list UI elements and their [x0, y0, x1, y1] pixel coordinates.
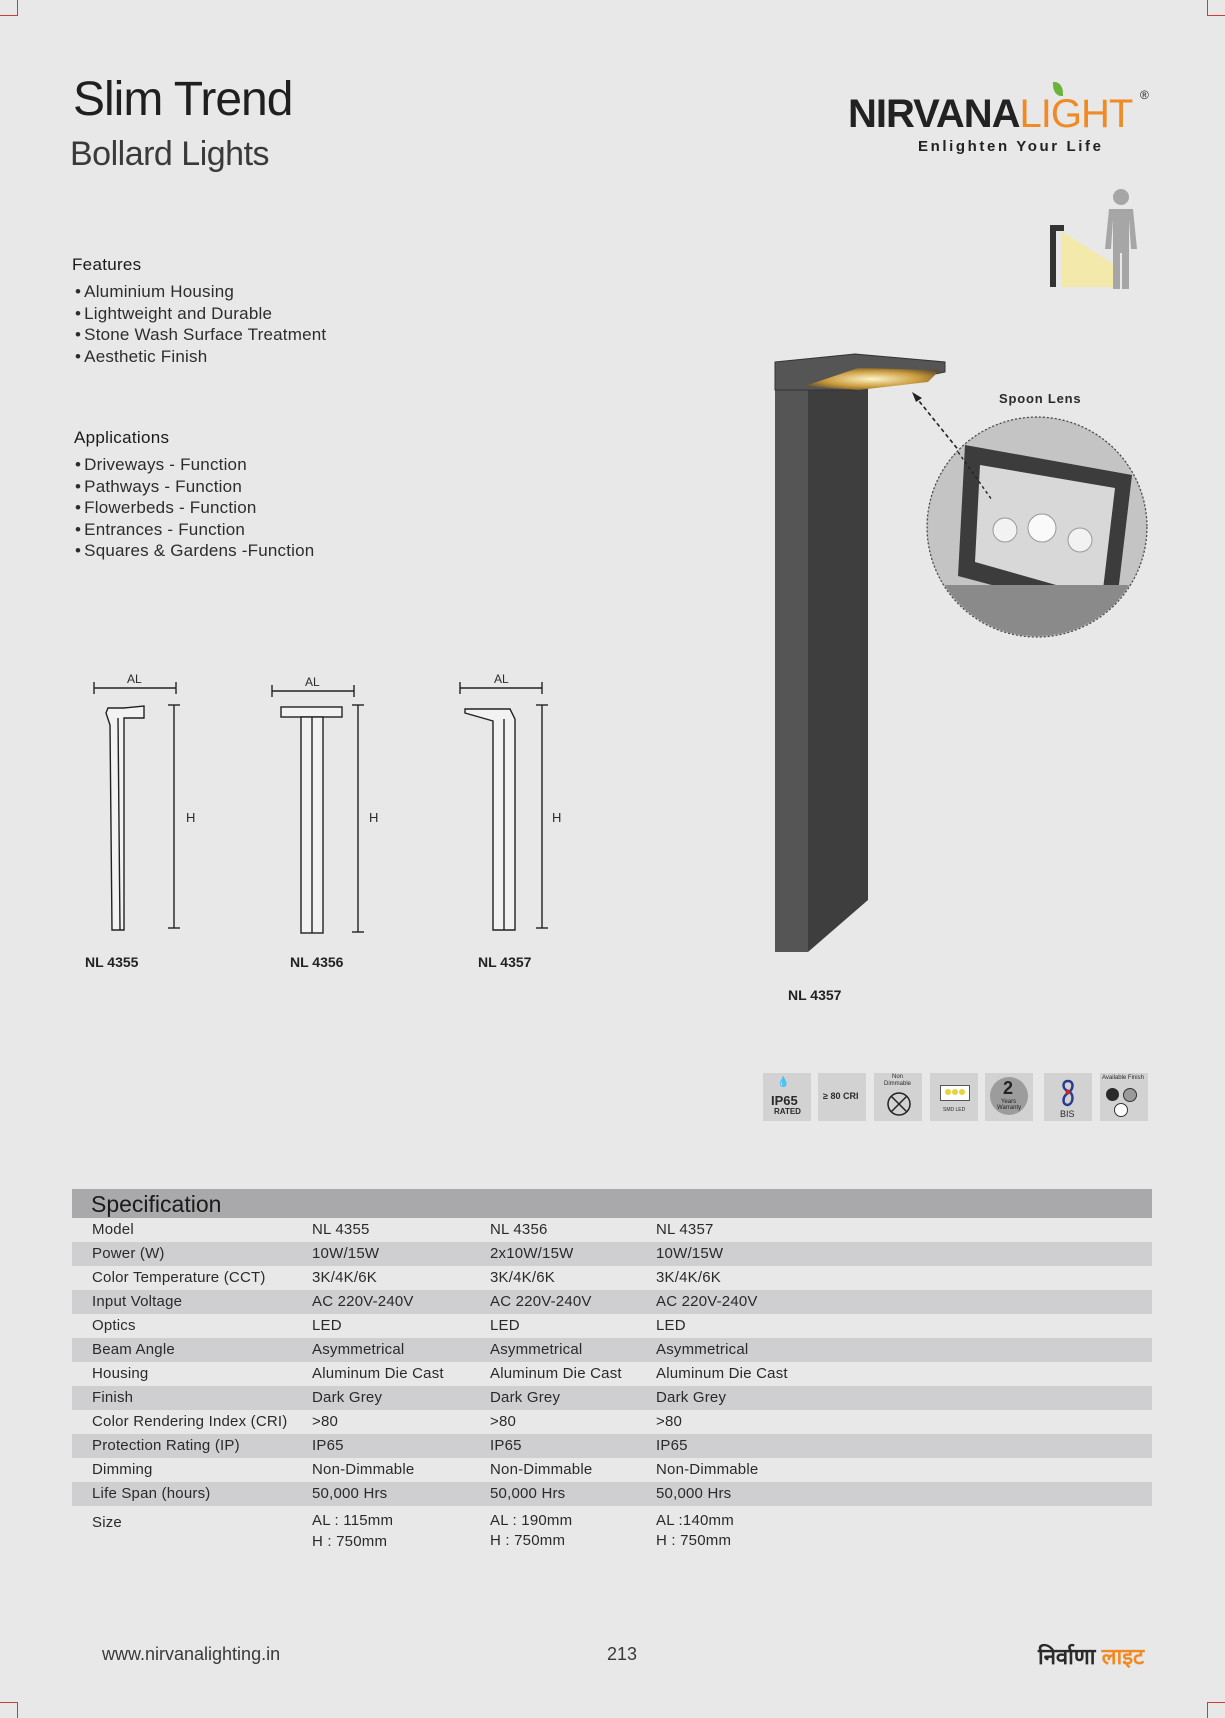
spec-value: 3K/4K/6K — [312, 1269, 377, 1286]
drawing-model-label: NL 4355 — [85, 954, 139, 970]
cri-badge — [818, 1073, 866, 1121]
dimming-label: Non — [892, 1074, 904, 1080]
applications-heading: Applications — [74, 428, 170, 447]
crop-mark — [17, 0, 18, 16]
non-dimmable-badge — [874, 1073, 922, 1121]
beam-illustration-icon — [1045, 185, 1145, 291]
spec-value: Dark Grey — [656, 1389, 727, 1406]
product-model-label: NL 4357 — [788, 987, 842, 1003]
ip65-sub-label: RATED — [774, 1107, 801, 1116]
spec-value: Asymmetrical — [312, 1341, 405, 1358]
spec-value: 3K/4K/6K — [656, 1269, 721, 1286]
spec-value: Dark Grey — [490, 1389, 561, 1406]
spec-value: Dark Grey — [312, 1389, 383, 1406]
spec-value: H : 750mm — [656, 1532, 732, 1549]
footer-website-link[interactable]: www.nirvanalighting.in — [102, 1644, 281, 1664]
spec-value: H : 750mm — [312, 1533, 388, 1550]
dim-label-h: H — [552, 810, 562, 825]
registered-mark: ® — [1140, 88, 1149, 102]
spec-value: 10W/15W — [312, 1245, 380, 1262]
table-row — [72, 1410, 1152, 1434]
applications-list — [75, 454, 314, 562]
table-row — [72, 1386, 1152, 1410]
dim-label-al: AL — [494, 672, 509, 686]
table-row — [72, 1362, 1152, 1386]
spec-value: IP65 — [656, 1437, 688, 1454]
spec-title: Specification — [91, 1191, 222, 1217]
page-subtitle: Bollard Lights — [70, 135, 270, 173]
finish-dark-swatch — [1106, 1088, 1119, 1101]
table-row — [72, 1434, 1152, 1458]
spec-value: 50,000 Hrs — [312, 1485, 388, 1502]
crop-mark — [1207, 1702, 1225, 1703]
spec-value: AL :140mm — [656, 1512, 734, 1529]
finish-label: Available Finish — [1102, 1075, 1144, 1081]
drawing-model-label: NL 4357 — [478, 954, 532, 970]
finish-badge — [1100, 1073, 1148, 1121]
spec-value: IP65 — [312, 1437, 344, 1454]
spec-value: 50,000 Hrs — [490, 1485, 566, 1502]
spec-value: LED — [312, 1317, 342, 1334]
spec-value: 10W/15W — [656, 1245, 724, 1262]
spoon-lens-callout: Spoon Lens — [999, 391, 1082, 406]
spec-label: Model — [92, 1221, 134, 1238]
spec-value: AL : 115mm — [312, 1512, 394, 1529]
spec-label: Optics — [92, 1317, 136, 1334]
spec-value: LED — [490, 1317, 520, 1334]
dim-label-al: AL — [305, 675, 320, 689]
application-item: • Driveways - Function — [75, 454, 314, 476]
no-dimmer-icon — [886, 1091, 912, 1117]
footer-brand-word: लाइट — [1101, 1644, 1145, 1669]
spec-value: H : 750mm — [490, 1532, 566, 1549]
spec-value: 2x10W/15W — [490, 1245, 574, 1262]
logo-wordmark — [848, 92, 1132, 137]
spec-value: Non-Dimmable — [312, 1461, 415, 1478]
crop-mark — [1207, 1702, 1208, 1718]
table-row — [72, 1242, 1152, 1266]
spec-value: >80 — [312, 1413, 339, 1430]
ip65-label: IP65 — [771, 1093, 798, 1108]
spec-value: Aluminum Die Cast — [490, 1365, 622, 1382]
product-image — [760, 340, 1160, 980]
spec-value: IP65 — [490, 1437, 522, 1454]
warranty-label: Years — [1001, 1099, 1017, 1105]
spec-value: Asymmetrical — [490, 1341, 583, 1358]
finish-white-swatch — [1114, 1103, 1128, 1117]
spec-label: Finish — [92, 1389, 134, 1406]
bis-badge — [1044, 1073, 1092, 1121]
application-item: • Flowerbeds - Function — [75, 497, 314, 519]
spec-value: >80 — [656, 1413, 683, 1430]
table-row — [72, 1290, 1152, 1314]
spec-label: Beam Angle — [92, 1341, 175, 1358]
page-title: Slim Trend — [73, 73, 293, 126]
spec-value: Non-Dimmable — [490, 1461, 593, 1478]
spec-label: Input Voltage — [92, 1293, 183, 1310]
table-row — [72, 1338, 1152, 1362]
spec-label: Color Temperature (CCT) — [92, 1269, 266, 1286]
dim-label-h: H — [186, 810, 196, 825]
spec-value: AC 220V-240V — [312, 1293, 414, 1310]
logo-tagline: Enlighten Your Life — [918, 138, 1104, 155]
feature-item: • Lightweight and Durable — [75, 303, 326, 325]
table-row — [72, 1506, 1152, 1552]
spec-value: 3K/4K/6K — [490, 1269, 555, 1286]
warranty-years: 2 — [1003, 1078, 1014, 1098]
table-row — [72, 1314, 1152, 1338]
spec-value: AC 220V-240V — [656, 1293, 758, 1310]
spec-table-header — [72, 1189, 1152, 1218]
spec-label: Housing — [92, 1365, 149, 1382]
smd-led-icon — [940, 1085, 970, 1101]
feature-item: • Stone Wash Surface Treatment — [75, 324, 326, 346]
bis-label: BIS — [1060, 1109, 1075, 1119]
table-row — [72, 1266, 1152, 1290]
spec-label: Dimming — [92, 1461, 153, 1478]
spec-value: Aluminum Die Cast — [656, 1365, 788, 1382]
features-heading: Features — [72, 255, 142, 274]
spec-label: Size — [92, 1514, 122, 1531]
table-row — [72, 1482, 1152, 1506]
crop-mark — [0, 1702, 18, 1703]
spec-value: Non-Dimmable — [656, 1461, 759, 1478]
feature-item: • Aesthetic Finish — [75, 346, 326, 368]
dim-label-h: H — [369, 810, 379, 825]
smd-led-label: SMD LED — [943, 1107, 966, 1113]
finish-grey-swatch — [1123, 1088, 1137, 1102]
spec-label: Color Rendering Index (CRI) — [92, 1413, 288, 1430]
water-drops-icon: 💧 — [777, 1077, 790, 1088]
spec-label: Life Span (hours) — [92, 1485, 211, 1502]
ip65-badge — [763, 1073, 811, 1121]
spec-value: AL : 190mm — [490, 1512, 573, 1529]
logo-accent: LIGHT — [1019, 92, 1133, 136]
spec-label: Power (W) — [92, 1245, 165, 1262]
feature-item: • Aluminium Housing — [75, 281, 326, 303]
spec-value: >80 — [490, 1413, 517, 1430]
spec-value: LED — [656, 1317, 686, 1334]
brand-logo — [848, 78, 1158, 164]
technical-drawings — [80, 665, 600, 955]
spec-value: Aluminum Die Cast — [312, 1365, 444, 1382]
drawing-model-label: NL 4356 — [290, 954, 344, 970]
crop-mark — [17, 1702, 18, 1718]
spec-value: NL 4355 — [312, 1221, 370, 1238]
spec-value: AC 220V-240V — [490, 1293, 592, 1310]
crop-mark — [1207, 0, 1208, 16]
cri-label: ≥ 80 CRI — [823, 1091, 859, 1101]
warranty-label: Warranty — [997, 1105, 1022, 1111]
dim-label-al: AL — [127, 672, 142, 686]
features-list — [75, 281, 326, 367]
crop-mark — [1207, 15, 1225, 16]
dimming-label: Dimmable — [884, 1081, 912, 1087]
spec-value: 50,000 Hrs — [656, 1485, 732, 1502]
warranty-badge — [985, 1073, 1033, 1121]
crop-mark — [0, 15, 18, 16]
spec-value: NL 4357 — [656, 1221, 714, 1238]
footer-brand-word: निर्वाणा — [1038, 1644, 1096, 1669]
footer-brand-hindi — [1038, 1641, 1144, 1671]
spec-value: NL 4356 — [490, 1221, 548, 1238]
spec-value: Asymmetrical — [656, 1341, 749, 1358]
bis-logo-icon — [1058, 1079, 1078, 1107]
table-row — [72, 1218, 1152, 1242]
logo-main: NIRVANA — [848, 92, 1020, 136]
application-item: • Pathways - Function — [75, 476, 314, 498]
spec-label: Protection Rating (IP) — [92, 1437, 240, 1454]
page-number: 213 — [607, 1644, 638, 1664]
table-row — [72, 1458, 1152, 1482]
application-item: • Squares & Gardens -Function — [75, 540, 314, 562]
application-item: • Entrances - Function — [75, 519, 314, 541]
smd-led-badge — [930, 1073, 978, 1121]
